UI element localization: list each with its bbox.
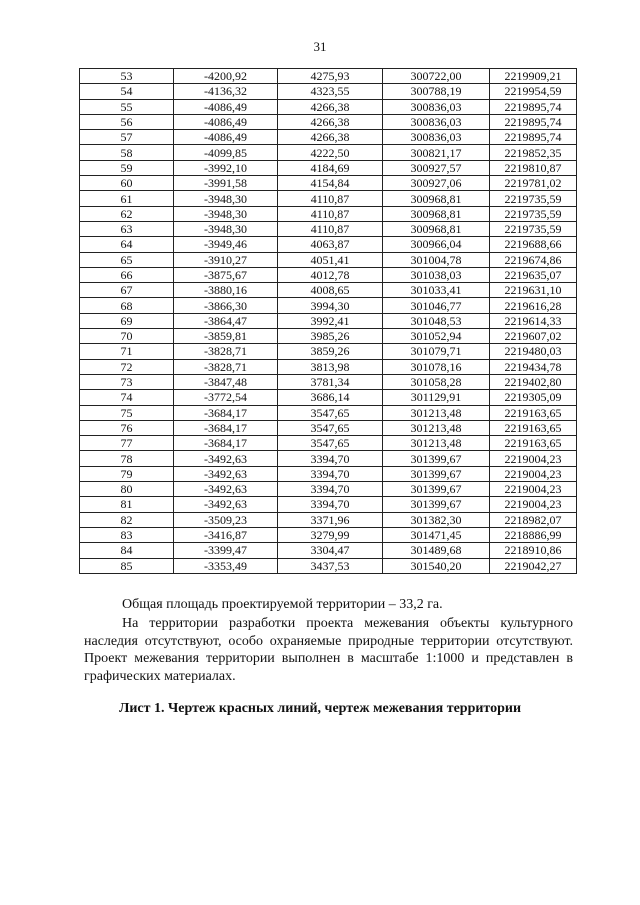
table-cell: 2219004,23	[490, 497, 577, 512]
table-cell: 61	[80, 191, 174, 206]
table-row	[80, 436, 577, 451]
table-row	[80, 176, 577, 191]
table-cell: 4275,93	[278, 69, 383, 84]
table-cell: 74	[80, 390, 174, 405]
table-cell: 4266,38	[278, 130, 383, 145]
table-cell: 4110,87	[278, 206, 383, 221]
table-cell: 300927,06	[383, 176, 490, 191]
table-cell: 300788,19	[383, 84, 490, 99]
table-cell: -3847,48	[174, 374, 278, 389]
table-cell: -3828,71	[174, 359, 278, 374]
table-row	[80, 451, 577, 466]
table-cell: 300968,81	[383, 191, 490, 206]
table-row	[80, 405, 577, 420]
table-cell: 4051,41	[278, 252, 383, 267]
table-row	[80, 390, 577, 405]
table-cell: 2219163,65	[490, 420, 577, 435]
table-cell: 300968,81	[383, 221, 490, 236]
table-cell: 301052,94	[383, 329, 490, 344]
table-cell: 301079,71	[383, 344, 490, 359]
table-cell: 59	[80, 160, 174, 175]
table-cell: 2219895,74	[490, 99, 577, 114]
table-row	[80, 221, 577, 236]
table-cell: 2219810,87	[490, 160, 577, 175]
table-cell: -3492,63	[174, 497, 278, 512]
table-cell: 82	[80, 512, 174, 527]
table-cell: 4063,87	[278, 237, 383, 252]
table-cell: 301399,67	[383, 482, 490, 497]
table-cell: -3492,63	[174, 451, 278, 466]
table-cell: -3910,27	[174, 252, 278, 267]
table-row	[80, 374, 577, 389]
table-cell: 60	[80, 176, 174, 191]
table-row	[80, 252, 577, 267]
table-cell: 54	[80, 84, 174, 99]
table-cell: 2218886,99	[490, 527, 577, 542]
table-cell: 301078,16	[383, 359, 490, 374]
table-cell: -3991,58	[174, 176, 278, 191]
table-cell: 77	[80, 436, 174, 451]
table-cell: 2219163,65	[490, 405, 577, 420]
table-cell: 2219434,78	[490, 359, 577, 374]
table-cell: -3948,30	[174, 206, 278, 221]
table-cell: 3994,30	[278, 298, 383, 313]
table-cell: -3828,71	[174, 344, 278, 359]
table-row	[80, 420, 577, 435]
table-cell: 301038,03	[383, 267, 490, 282]
table-cell: 2219004,23	[490, 482, 577, 497]
table-cell: -4099,85	[174, 145, 278, 160]
table-cell: -4136,32	[174, 84, 278, 99]
table-cell: 4110,87	[278, 191, 383, 206]
table-cell: 301489,68	[383, 543, 490, 558]
table-cell: 2219163,65	[490, 436, 577, 451]
table-cell: 300836,03	[383, 130, 490, 145]
table-cell: 301399,67	[383, 451, 490, 466]
table-cell: 79	[80, 466, 174, 481]
table-cell: 300836,03	[383, 99, 490, 114]
table-cell: 3686,14	[278, 390, 383, 405]
table-cell: 58	[80, 145, 174, 160]
table-cell: 301540,20	[383, 558, 490, 573]
table-row	[80, 191, 577, 206]
table-cell: 2219614,33	[490, 313, 577, 328]
table-cell: -3416,87	[174, 527, 278, 542]
table-cell: 2219480,03	[490, 344, 577, 359]
table-cell: 4222,50	[278, 145, 383, 160]
table-row	[80, 329, 577, 344]
table-cell: 56	[80, 114, 174, 129]
table-cell: 3394,70	[278, 466, 383, 481]
table-cell: 81	[80, 497, 174, 512]
table-cell: -3866,30	[174, 298, 278, 313]
table-cell: 301129,91	[383, 390, 490, 405]
table-cell: 4012,78	[278, 267, 383, 282]
table-cell: 301471,45	[383, 527, 490, 542]
table-cell: 4110,87	[278, 221, 383, 236]
table-cell: 4266,38	[278, 114, 383, 129]
table-row	[80, 283, 577, 298]
table-cell: 301058,28	[383, 374, 490, 389]
table-cell: 301213,48	[383, 405, 490, 420]
table-cell: 63	[80, 221, 174, 236]
table-cell: 2219616,28	[490, 298, 577, 313]
table-cell: 2219852,35	[490, 145, 577, 160]
table-cell: 2219895,74	[490, 130, 577, 145]
table-cell: 4154,84	[278, 176, 383, 191]
table-cell: 300836,03	[383, 114, 490, 129]
table-cell: 53	[80, 69, 174, 84]
table-row	[80, 527, 577, 542]
table-cell: 3371,96	[278, 512, 383, 527]
coordinates-table	[79, 68, 577, 574]
table-cell: 300968,81	[383, 206, 490, 221]
heritage-paragraph: На территории разработки проекта межевания объекты культурного наследия отсутствуют, особо охраняемые природные территории отсутствуют. Проект межевания территории выполнен в масштабе 1:1000 и представлен в графических материалах.	[84, 616, 573, 684]
total-area-paragraph: Общая площадь проектируемой территории – 33,2 га.	[122, 597, 443, 612]
table-cell: -3875,67	[174, 267, 278, 282]
table-cell: 2219042,27	[490, 558, 577, 573]
table-cell: 300722,00	[383, 69, 490, 84]
table-cell: 301048,53	[383, 313, 490, 328]
table-cell: 2219909,21	[490, 69, 577, 84]
table-cell: -3992,10	[174, 160, 278, 175]
table-cell: -3948,30	[174, 221, 278, 236]
table-cell: 2219607,02	[490, 329, 577, 344]
table-cell: -3399,47	[174, 543, 278, 558]
table-cell: 62	[80, 206, 174, 221]
table-cell: 301213,48	[383, 420, 490, 435]
table-cell: -3492,63	[174, 466, 278, 481]
table-row	[80, 160, 577, 175]
table-cell: 57	[80, 130, 174, 145]
table-cell: 73	[80, 374, 174, 389]
table-cell: 69	[80, 313, 174, 328]
table-row	[80, 359, 577, 374]
table-cell: 2219688,66	[490, 237, 577, 252]
table-cell: 85	[80, 558, 174, 573]
table-cell: 71	[80, 344, 174, 359]
table-cell: -3864,47	[174, 313, 278, 328]
table-cell: -4086,49	[174, 99, 278, 114]
table-cell: 4266,38	[278, 99, 383, 114]
table-cell: 66	[80, 267, 174, 282]
table-cell: 301399,67	[383, 497, 490, 512]
table-row	[80, 99, 577, 114]
table-cell: 4323,55	[278, 84, 383, 99]
table-cell: 64	[80, 237, 174, 252]
table-cell: 76	[80, 420, 174, 435]
table-cell: 80	[80, 482, 174, 497]
table-cell: 3781,34	[278, 374, 383, 389]
table-cell: 65	[80, 252, 174, 267]
page-number: 31	[313, 39, 327, 54]
sheet-title: Лист 1. Чертеж красных линий, чертеж межевания территории	[118, 701, 522, 716]
table-cell: 301033,41	[383, 283, 490, 298]
table-row	[80, 298, 577, 313]
table-cell: 70	[80, 329, 174, 344]
table-cell: 55	[80, 99, 174, 114]
table-cell: 84	[80, 543, 174, 558]
table-row	[80, 114, 577, 129]
table-cell: 3992,41	[278, 313, 383, 328]
table-cell: 2219631,10	[490, 283, 577, 298]
table-cell: 300966,04	[383, 237, 490, 252]
table-cell: 2219004,23	[490, 466, 577, 481]
table-row	[80, 466, 577, 481]
table-cell: 3437,53	[278, 558, 383, 573]
table-cell: -3684,17	[174, 405, 278, 420]
table-cell: -3949,46	[174, 237, 278, 252]
table-cell: -3948,30	[174, 191, 278, 206]
table-cell: 67	[80, 283, 174, 298]
table-row	[80, 237, 577, 252]
table-cell: 2219004,23	[490, 451, 577, 466]
table-cell: 78	[80, 451, 174, 466]
table-cell: -4086,49	[174, 114, 278, 129]
table-cell: 75	[80, 405, 174, 420]
table-row	[80, 267, 577, 282]
table-cell: 2219635,07	[490, 267, 577, 282]
table-cell: 3547,65	[278, 405, 383, 420]
table-row	[80, 512, 577, 527]
table-cell: -3684,17	[174, 420, 278, 435]
table-cell: 2219735,59	[490, 221, 577, 236]
table-cell: 3985,26	[278, 329, 383, 344]
table-cell: 4008,65	[278, 283, 383, 298]
table-cell: 3394,70	[278, 482, 383, 497]
table-cell: -3859,81	[174, 329, 278, 344]
table-row	[80, 497, 577, 512]
table-cell: -3880,16	[174, 283, 278, 298]
table-row	[80, 313, 577, 328]
table-cell: 68	[80, 298, 174, 313]
table-cell: 301004,78	[383, 252, 490, 267]
table-cell: -3353,49	[174, 558, 278, 573]
table-row	[80, 558, 577, 573]
table-cell: -3772,54	[174, 390, 278, 405]
table-cell: 2219735,59	[490, 206, 577, 221]
table-cell: 300821,17	[383, 145, 490, 160]
table-cell: -3684,17	[174, 436, 278, 451]
table-cell: 2219402,80	[490, 374, 577, 389]
table-cell: 3394,70	[278, 451, 383, 466]
table-cell: 2219954,59	[490, 84, 577, 99]
table-cell: 301382,30	[383, 512, 490, 527]
table-cell: 2219895,74	[490, 114, 577, 129]
table-row	[80, 84, 577, 99]
table-row	[80, 543, 577, 558]
table-row	[80, 130, 577, 145]
table-cell: -3492,63	[174, 482, 278, 497]
table-cell: 3304,47	[278, 543, 383, 558]
table-row	[80, 145, 577, 160]
table-row	[80, 344, 577, 359]
table-cell: 2219781,02	[490, 176, 577, 191]
table-row	[80, 69, 577, 84]
table-cell: 72	[80, 359, 174, 374]
table-cell: 2218982,07	[490, 512, 577, 527]
table-cell: -4200,92	[174, 69, 278, 84]
table-cell: 301213,48	[383, 436, 490, 451]
table-row	[80, 482, 577, 497]
table-cell: 300927,57	[383, 160, 490, 175]
table-cell: 301399,67	[383, 466, 490, 481]
table-cell: 2219674,86	[490, 252, 577, 267]
table-row	[80, 206, 577, 221]
table-cell: 83	[80, 527, 174, 542]
table-cell: 3813,98	[278, 359, 383, 374]
table-cell: 2219305,09	[490, 390, 577, 405]
table-cell: 4184,69	[278, 160, 383, 175]
table-cell: 3279,99	[278, 527, 383, 542]
table-cell: 2218910,86	[490, 543, 577, 558]
table-cell: 301046,77	[383, 298, 490, 313]
table-cell: -3509,23	[174, 512, 278, 527]
table-cell: 3394,70	[278, 497, 383, 512]
table-cell: 3547,65	[278, 436, 383, 451]
coordinates-table-body	[80, 69, 577, 574]
table-cell: -4086,49	[174, 130, 278, 145]
table-cell: 3547,65	[278, 420, 383, 435]
table-cell: 2219735,59	[490, 191, 577, 206]
table-cell: 3859,26	[278, 344, 383, 359]
